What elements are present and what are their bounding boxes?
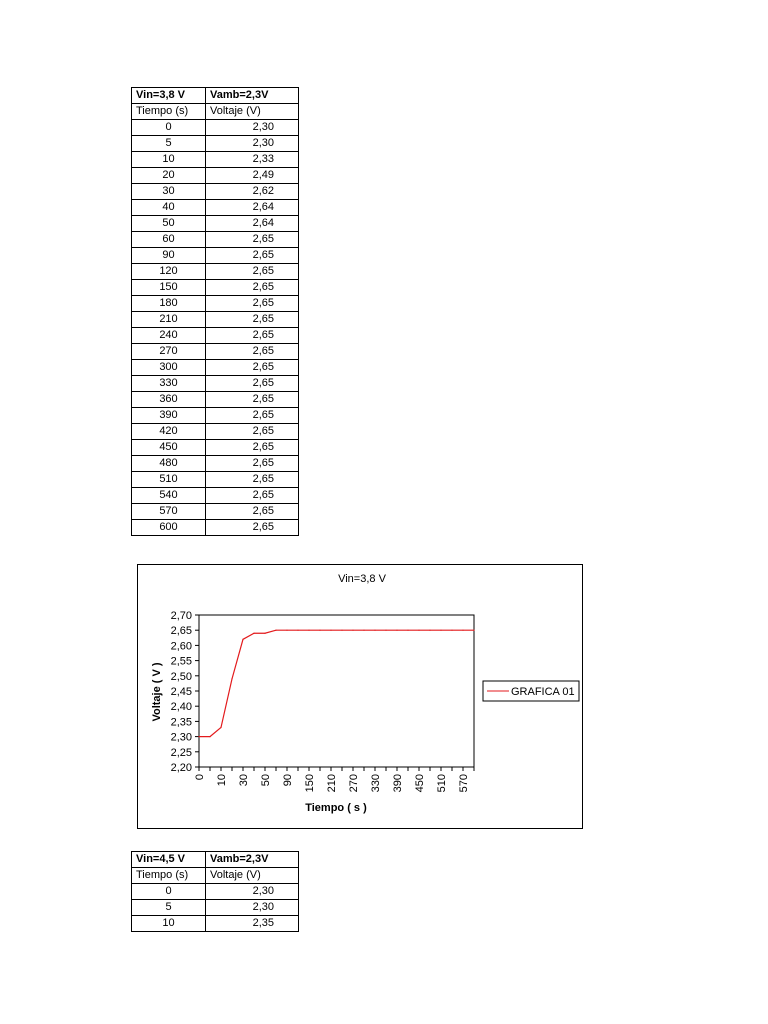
table-cell: Vamb=2,3V — [206, 852, 299, 868]
table-row — [132, 392, 299, 408]
table-cell: 60 — [132, 232, 206, 248]
table-cell: Voltaje (V) — [206, 104, 299, 120]
table-cell: 5 — [132, 900, 206, 916]
table-row — [132, 184, 299, 200]
table-row — [132, 472, 299, 488]
data-point — [297, 630, 298, 631]
table-cell: 2,65 — [206, 264, 299, 280]
y-tick-label: 2,40 — [170, 701, 192, 714]
table-row — [132, 360, 299, 376]
table-cell: 10 — [132, 152, 206, 168]
x-tick-label: 450 — [414, 774, 426, 793]
table-cell: 2,65 — [206, 408, 299, 424]
table-cell: Vin=3,8 V — [132, 88, 206, 104]
data-point — [374, 630, 375, 631]
table-cell: 0 — [132, 884, 206, 900]
table-cell: 510 — [132, 472, 206, 488]
x-tick-label: 10 — [216, 774, 228, 787]
table-cell: 210 — [132, 312, 206, 328]
table-cell: 2,35 — [206, 916, 299, 932]
x-tick-label: 210 — [326, 774, 338, 793]
x-tick-label: 150 — [304, 774, 316, 793]
table-row — [132, 408, 299, 424]
table-header-row — [132, 852, 299, 868]
table-cell: 2,65 — [206, 328, 299, 344]
x-tick-label: 90 — [282, 774, 294, 787]
data-point — [253, 633, 254, 634]
table-row — [132, 456, 299, 472]
x-tick-label: 510 — [436, 774, 448, 793]
table-cell: 2,62 — [206, 184, 299, 200]
table-cell: 330 — [132, 376, 206, 392]
data-point — [242, 639, 243, 640]
x-tick-label: 270 — [348, 774, 360, 793]
table-row — [132, 248, 299, 264]
table-cell: 2,64 — [206, 200, 299, 216]
table-cell: 2,65 — [206, 504, 299, 520]
table-cell: 2,65 — [206, 360, 299, 376]
table-cell: 270 — [132, 344, 206, 360]
y-tick-label: 2,30 — [170, 731, 192, 744]
table-cell: 540 — [132, 488, 206, 504]
table-cell: 20 — [132, 168, 206, 184]
table-cell: 5 — [132, 136, 206, 152]
table-row — [132, 232, 299, 248]
table-cell: 2,30 — [206, 900, 299, 916]
x-tick-label: 50 — [260, 774, 272, 787]
table-cell: 450 — [132, 440, 206, 456]
table-subheader-row — [132, 868, 299, 884]
table-cell: 10 — [132, 916, 206, 932]
table-row — [132, 488, 299, 504]
table-cell: 2,65 — [206, 440, 299, 456]
table-cell: 2,65 — [206, 296, 299, 312]
data-point — [440, 630, 441, 631]
table-cell: 600 — [132, 520, 206, 536]
line-chart — [138, 565, 582, 828]
table-subheader-row — [132, 104, 299, 120]
table-row — [132, 520, 299, 536]
table-header-row — [132, 88, 299, 104]
table-cell: 180 — [132, 296, 206, 312]
table-row — [132, 328, 299, 344]
table-cell: 2,64 — [206, 216, 299, 232]
x-tick-label: 0 — [194, 774, 206, 781]
table-cell: Voltaje (V) — [206, 868, 299, 884]
table-cell: 2,65 — [206, 312, 299, 328]
data-table-vin-3-8 — [131, 87, 299, 536]
data-point — [198, 736, 199, 737]
table-cell: 2,65 — [206, 488, 299, 504]
table-cell: 2,65 — [206, 248, 299, 264]
table-row — [132, 312, 299, 328]
table-cell: 240 — [132, 328, 206, 344]
table-row — [132, 884, 299, 900]
y-tick-label: 2,20 — [170, 762, 192, 774]
table-cell: 570 — [132, 504, 206, 520]
y-tick-label: 2,60 — [170, 640, 192, 653]
y-tick-label: 2,45 — [170, 686, 192, 698]
table-row — [132, 120, 299, 136]
table-row — [132, 440, 299, 456]
table-cell: 390 — [132, 408, 206, 424]
data-point — [275, 630, 276, 631]
data-point — [462, 630, 463, 631]
table-cell: 2,49 — [206, 168, 299, 184]
table-row — [132, 200, 299, 216]
table-row — [132, 504, 299, 520]
table-row — [132, 280, 299, 296]
data-point — [407, 630, 408, 631]
table-cell: Vin=4,5 V — [132, 852, 206, 868]
data-point — [429, 630, 430, 631]
table-row — [132, 376, 299, 392]
data-point — [451, 630, 452, 631]
data-point — [352, 630, 353, 631]
data-point — [418, 630, 419, 631]
table-cell: 300 — [132, 360, 206, 376]
table-cell: Vamb=2,3V — [206, 88, 299, 104]
table-row — [132, 152, 299, 168]
data-point — [231, 678, 232, 679]
table-cell: 2,30 — [206, 884, 299, 900]
table-row — [132, 264, 299, 280]
data-point — [308, 630, 309, 631]
table-cell: 2,65 — [206, 520, 299, 536]
data-point — [396, 630, 397, 631]
table-row — [132, 900, 299, 916]
table-cell: 2,65 — [206, 456, 299, 472]
x-tick-label: 570 — [458, 774, 470, 793]
table-cell: 0 — [132, 120, 206, 136]
chart-title: Vin=3,8 V — [338, 573, 386, 585]
table-cell: 150 — [132, 280, 206, 296]
table-cell: 2,65 — [206, 280, 299, 296]
table-cell: 2,65 — [206, 344, 299, 360]
data-point — [209, 736, 210, 737]
data-point — [330, 630, 331, 631]
table-cell: 2,65 — [206, 232, 299, 248]
table-cell: 2,33 — [206, 152, 299, 168]
table-cell: 480 — [132, 456, 206, 472]
table-cell: 40 — [132, 200, 206, 216]
table-row — [132, 168, 299, 184]
x-tick-label: 390 — [392, 774, 404, 793]
table-row — [132, 296, 299, 312]
y-axis-label: Voltaje ( V ) — [151, 662, 163, 722]
table-cell: 2,65 — [206, 472, 299, 488]
table-cell: 2,30 — [206, 120, 299, 136]
y-tick-label: 2,65 — [170, 625, 192, 638]
chart-container — [137, 564, 583, 829]
data-point — [319, 630, 320, 631]
table-cell: 2,65 — [206, 424, 299, 440]
x-tick-label: 30 — [238, 774, 250, 787]
data-point — [363, 630, 364, 631]
table-cell: 30 — [132, 184, 206, 200]
x-tick-label: 330 — [370, 774, 382, 793]
table-cell: Tiempo (s) — [132, 868, 206, 884]
data-point — [473, 630, 474, 631]
data-point — [286, 630, 287, 631]
table-cell: 2,65 — [206, 392, 299, 408]
y-tick-label: 2,25 — [170, 746, 192, 759]
table-cell: 120 — [132, 264, 206, 280]
table-cell: 2,65 — [206, 376, 299, 392]
y-tick-label: 2,70 — [170, 610, 192, 622]
table-row — [132, 916, 299, 932]
y-tick-label: 2,55 — [170, 655, 192, 668]
table-cell: 2,30 — [206, 136, 299, 152]
table-cell: Tiempo (s) — [132, 104, 206, 120]
table-row — [132, 344, 299, 360]
table-cell: 90 — [132, 248, 206, 264]
table-row — [132, 424, 299, 440]
data-point — [264, 633, 265, 634]
data-point — [341, 630, 342, 631]
data-point — [385, 630, 386, 631]
table-cell: 420 — [132, 424, 206, 440]
legend-label: GRAFICA 01 — [511, 686, 575, 698]
table-cell: 50 — [132, 216, 206, 232]
table-row — [132, 136, 299, 152]
table-row — [132, 216, 299, 232]
table-cell: 360 — [132, 392, 206, 408]
y-tick-label: 2,50 — [170, 670, 192, 683]
plot-area — [199, 615, 474, 767]
data-table-vin-4-5 — [131, 851, 299, 932]
x-axis-label: Tiempo ( s ) — [305, 802, 367, 814]
data-point — [220, 727, 221, 728]
y-tick-label: 2,35 — [170, 716, 192, 729]
